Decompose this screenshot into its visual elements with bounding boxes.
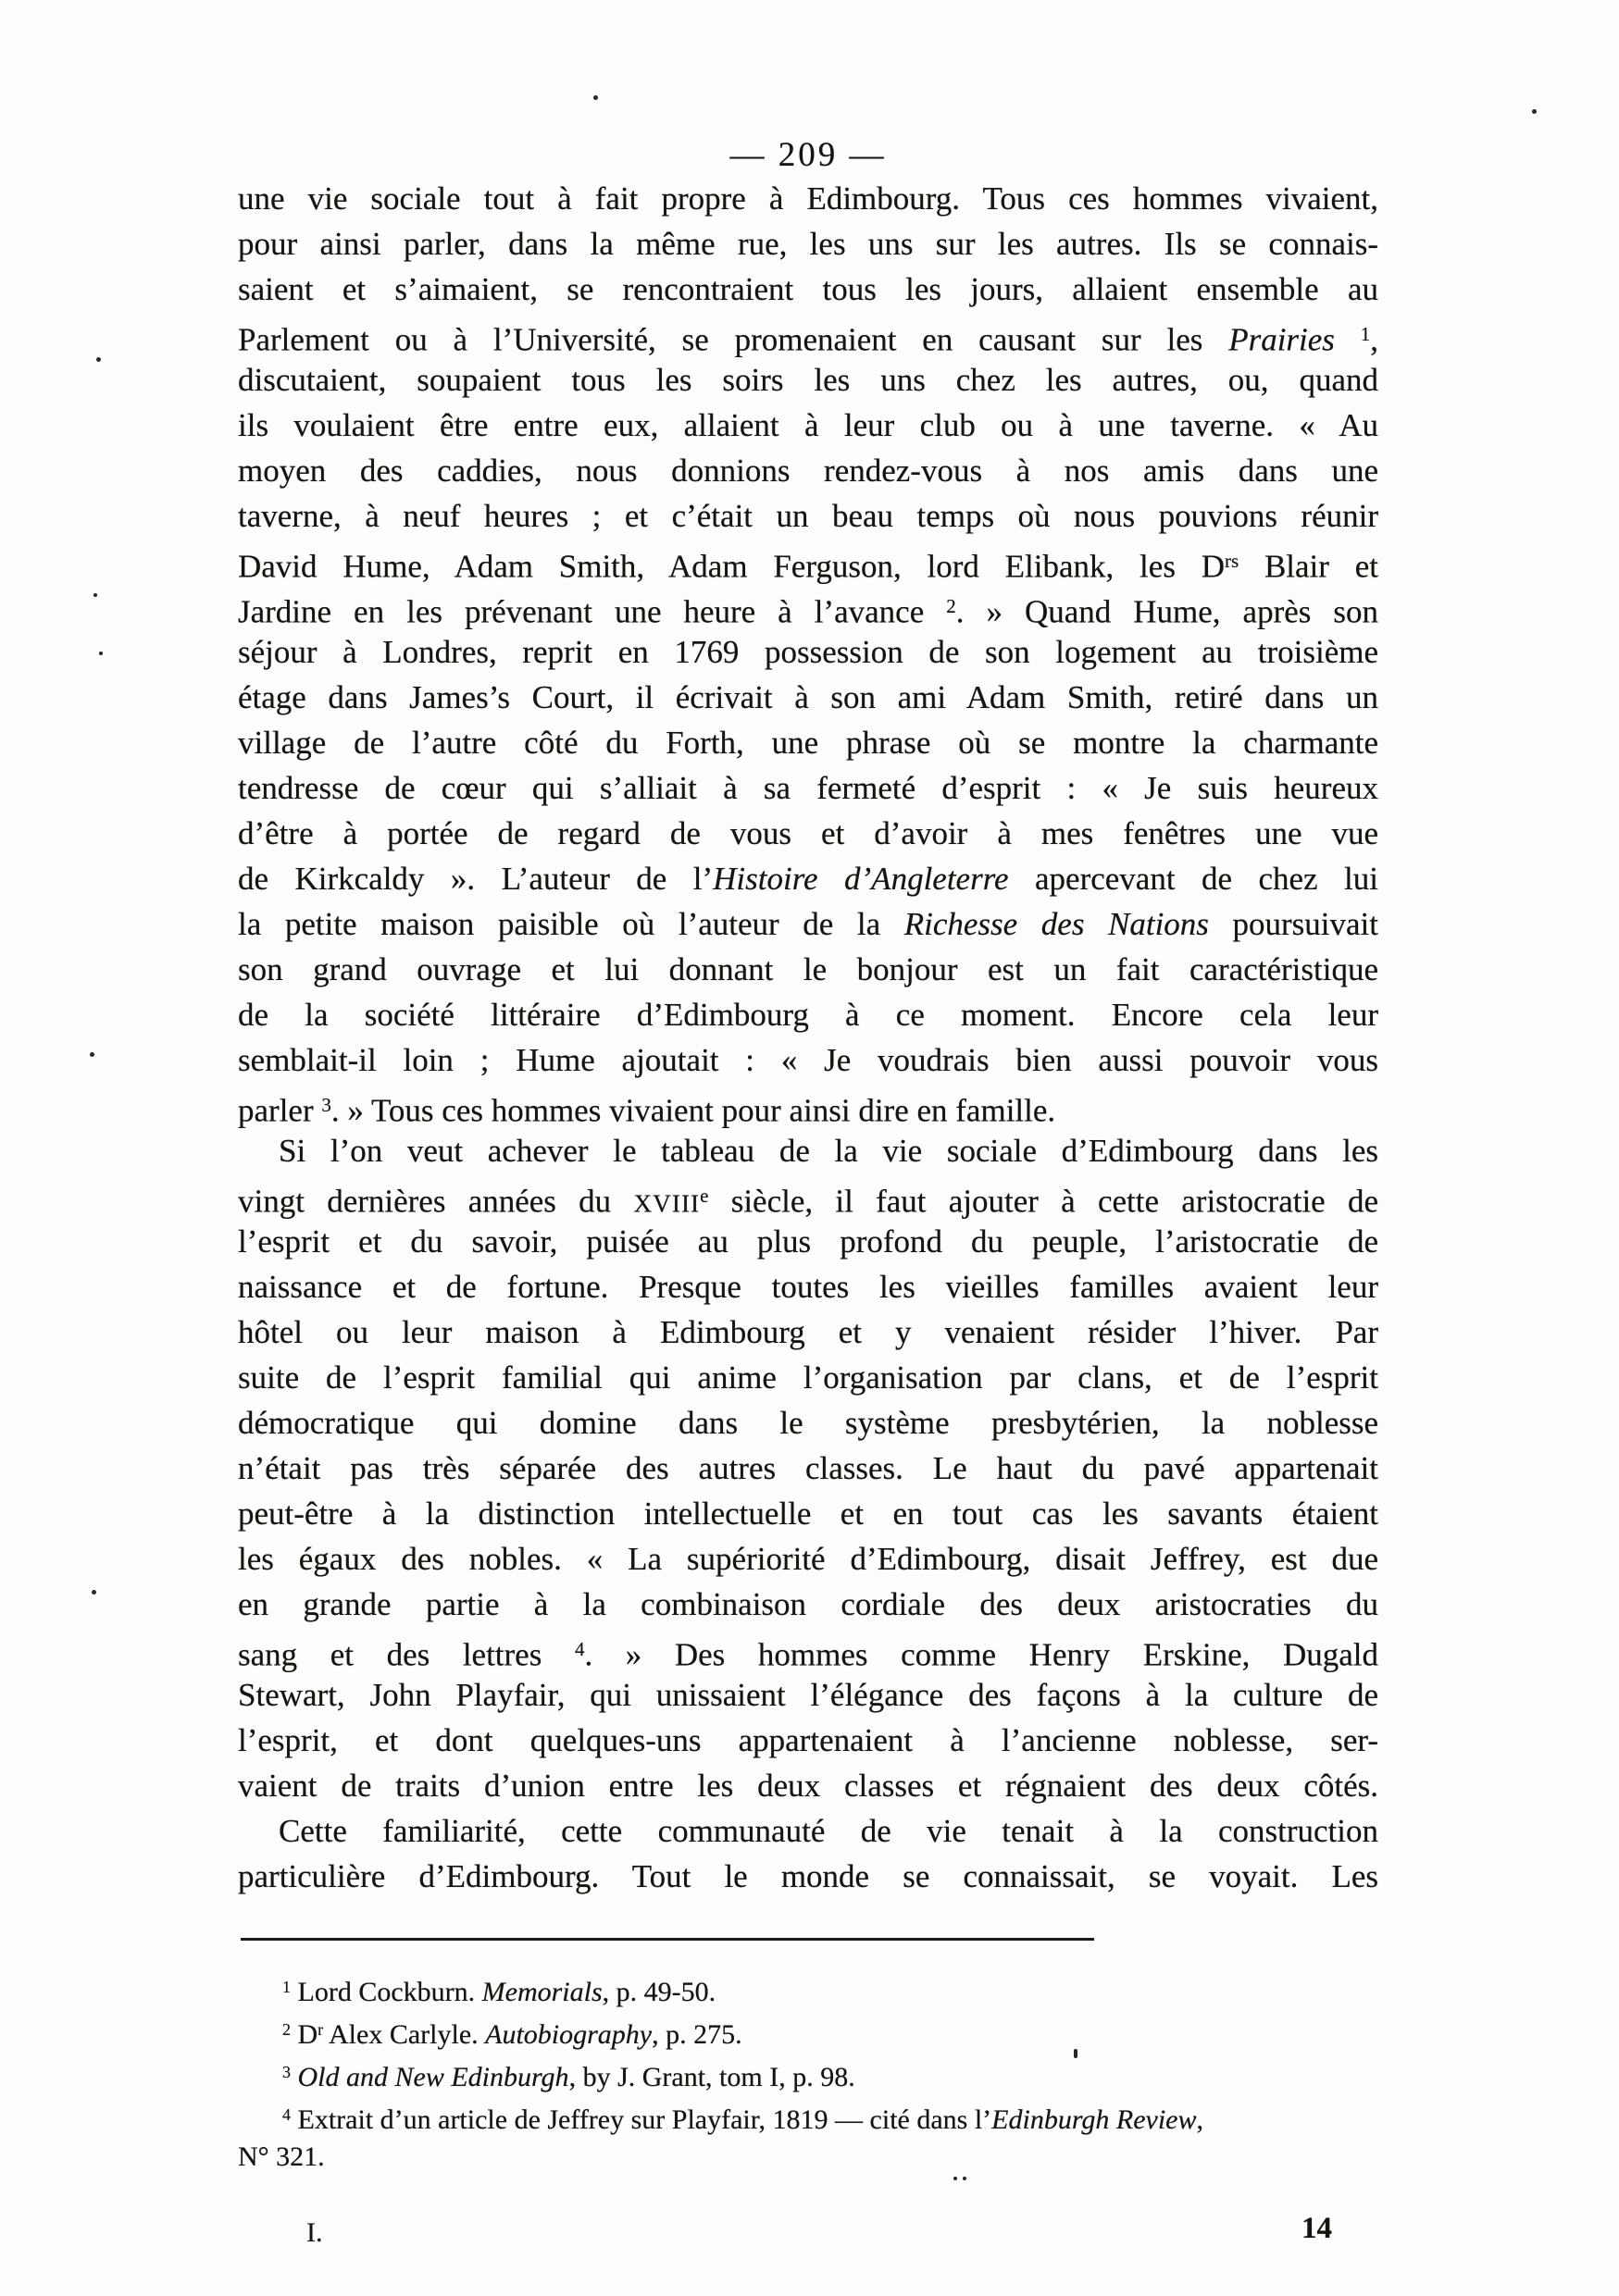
- text-line: $^2$ $D^r$ Alex Carlyle. Autobiography, p. 275.: [282, 2019, 742, 2050]
- text-line: sang et des lettres $^4$. » Des hommes comme Henry Erskine, Dugald: [238, 1636, 1378, 1672]
- text-line: Jardine en les prévenant une heure à l’avance $^2$. » Quand Hume, après son: [238, 593, 1378, 629]
- text-line: peut-être à la distinction intellectuelle et en tout cas les savants étaient: [238, 1496, 1378, 1532]
- scan-speck: [90, 1052, 94, 1057]
- text-line: les égaux des nobles. « La supériorité d’Edimbourg, disait Jeffrey, est due: [238, 1541, 1378, 1577]
- text-line: Cette familiarité, cette communauté de vie tenait à la construction: [279, 1813, 1378, 1849]
- scan-speck: [1074, 2049, 1077, 2058]
- scan-speck: [96, 357, 101, 362]
- text-line: moyen des caddies, nous donnions rendez-vous à nos amis dans une: [238, 453, 1378, 489]
- text-line: l’esprit et du savoir, puisée au plus profond du peuple, l’aristocratie de: [238, 1223, 1378, 1260]
- body-text: [238, 176, 1378, 1899]
- signature-mark: I.: [306, 2217, 323, 2248]
- footnotes: [238, 1966, 1378, 2178]
- text-line: David Hume, Adam Smith, Adam Ferguson, lord Elibank, les $D^{rs}$ Blair et: [238, 548, 1378, 584]
- scan-speck: [1532, 109, 1537, 114]
- text-line: de Kirkcaldy ». L’auteur de l’Histoire d’Angleterre apercevant de chez lui: [238, 861, 1378, 897]
- text-line: $^3$ Old and New Edinburgh, by J. Grant, tom I, p. 98.: [282, 2062, 855, 2092]
- footnote-separator-rule: [241, 1938, 1094, 1941]
- text-line: son grand ouvrage et lui donnant le bonjour est un fait caractéristique: [238, 951, 1378, 987]
- text-line: de la société littéraire d’Edimbourg à ce moment. Encore cela leur: [238, 997, 1378, 1033]
- text-line: naissance et de fortune. Presque toutes les vieilles familles avaient leur: [238, 1269, 1378, 1305]
- text-line: $^4$ Extrait d’un article de Jeffrey sur Playfair, 1819 — cité dans l’Edinburgh Review,: [282, 2104, 1204, 2135]
- text-line: une vie sociale tout à fait propre à Edimbourg. Tous ces hommes vivaient,: [238, 180, 1378, 217]
- text-line: démocratique qui domine dans le système presbytérien, la noblesse: [238, 1405, 1378, 1441]
- text-line: Si l’on veut achever le tableau de la vie sociale d’Edimbourg dans les: [279, 1133, 1378, 1169]
- text-line: discutaient, soupaient tous les soirs les uns chez les autres, ou, quand: [238, 362, 1378, 398]
- text-line: taverne, à neuf heures ; et c’était un beau temps où nous pouvions réunir: [238, 498, 1378, 534]
- text-line: village de l’autre côté du Forth, une phrase où se montre la charmante: [238, 725, 1378, 761]
- text-line: parler $^3$. » Tous ces hommes vivaient pour ainsi dire en famille.: [238, 1092, 1056, 1128]
- text-line: la petite maison paisible où l’auteur de la Richesse des Nations poursuivait: [238, 906, 1378, 942]
- text-line: N° 321.: [238, 2141, 325, 2172]
- scan-speck: [593, 95, 598, 100]
- scan-speck: [953, 2177, 957, 2180]
- text-line: tendresse de cœur qui s’alliait à sa fermeté d’esprit : « Je suis heureux: [238, 770, 1378, 806]
- text-line: vaient de traits d’union entre les deux classes et régnaient des deux côtés.: [238, 1768, 1378, 1804]
- page-number-header: — 209 —: [729, 136, 887, 174]
- text-line: vingt dernières années du XVIIIe siècle, il faut ajouter à cette aristocratie de: [238, 1183, 1378, 1219]
- text-line: en grande partie à la combinaison cordiale des deux aristocraties du: [238, 1586, 1378, 1622]
- scan-speck: [92, 1590, 96, 1595]
- text-line: $^1$ Lord Cockburn. Memorials, p. 49-50.: [282, 1977, 716, 2007]
- text-line: séjour à Londres, reprit en 1769 possession de son logement au troisième: [238, 634, 1378, 670]
- text-line: suite de l’esprit familial qui anime l’organisation par clans, et de l’esprit: [238, 1359, 1378, 1396]
- text-line: ils voulaient être entre eux, allaient à leur club ou à une taverne. « Au: [238, 407, 1378, 443]
- text-line: l’esprit, et dont quelques-uns appartenaient à l’ancienne noblesse, ser-: [238, 1722, 1378, 1758]
- scan-speck: [99, 652, 103, 655]
- text-line: particulière d’Edimbourg. Tout le monde se connaissait, se voyait. Les: [238, 1858, 1378, 1894]
- scan-speck: [93, 593, 97, 597]
- text-line: semblait-il loin ; Hume ajoutait : « Je voudrais bien aussi pouvoir vous: [238, 1042, 1378, 1078]
- text-line: saient et s’aimaient, se rencontraient tous les jours, allaient ensemble au: [238, 271, 1378, 307]
- sheet-number: 14: [1301, 2212, 1332, 2245]
- text-line: étage dans James’s Court, il écrivait à son ami Adam Smith, retiré dans un: [238, 679, 1378, 715]
- text-line: hôtel ou leur maison à Edimbourg et y venaient résider l’hiver. Par: [238, 1314, 1378, 1350]
- scan-speck: [963, 2177, 966, 2180]
- text-line: pour ainsi parler, dans la même rue, les uns sur les autres. Ils se connais-: [238, 226, 1378, 262]
- text-line: d’être à portée de regard de vous et d’avoir à mes fenêtres une vue: [238, 815, 1378, 851]
- text-line: Stewart, John Playfair, qui unissaient l’élégance des façons à la culture de: [238, 1677, 1378, 1713]
- text-line: n’était pas très séparée des autres classes. Le haut du pavé appartenait: [238, 1450, 1378, 1486]
- text-line: Parlement ou à l’Université, se promenaient en causant sur les Prairies $^1$,: [238, 321, 1378, 357]
